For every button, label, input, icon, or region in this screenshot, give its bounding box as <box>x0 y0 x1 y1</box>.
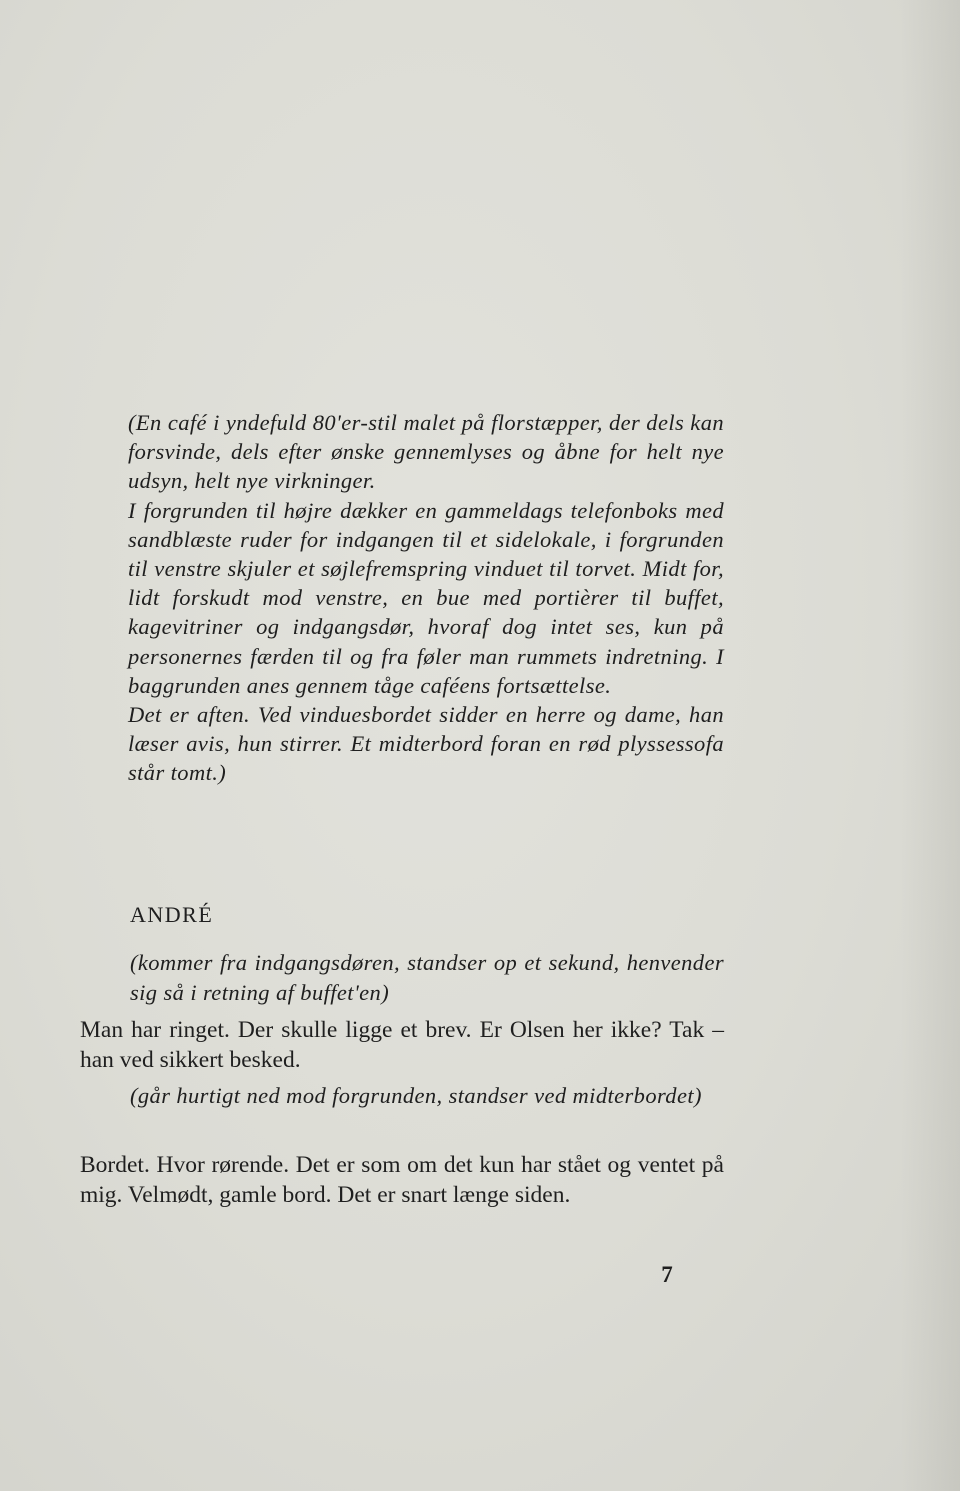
speaker-name: ANDRÉ <box>130 902 214 927</box>
dialogue-line-2: Bordet. Hvor rørende. Det er som om det kun har stået og ventet på mig. Velmødt, gamle bord. Det er snart længe siden. <box>80 1152 724 1208</box>
page-number: 7 <box>661 1262 673 1287</box>
stage-direction-2: (går hurtigt ned mod forgrunden, standser ved midterbordet) <box>130 1083 702 1108</box>
dialogue-line-1: Man har ringet. Der skulle ligge et brev. Er Olsen her ikke? Tak – han ved sikkert besked. <box>80 1017 724 1073</box>
stage-direction-1: (kommer fra indgangsdøren, standser op et sekund, henvender sig så i retning af buffet'en) <box>130 950 724 1005</box>
stage-direction <box>128 408 724 788</box>
stage-paragraph-3: Det er aften. Ved vinduesbordet sidder en herre og dame, han læser avis, hun stirrer. Et midterbord foran en rød plyssessofa står tomt.) <box>128 702 724 786</box>
page-shadow <box>900 0 960 1491</box>
stage-paragraph-1: (En café i yndefuld 80'er-stil malet på florstæpper, der dels kan forsvinde, dels efter ønske gennemlyses og åbne for helt nye udsyn, helt nye virkninger. <box>128 410 724 494</box>
stage-paragraph-2: I forgrunden til højre dækker en gammeldags telefonboks med sandblæste ruder for indgangen til et sidelokale, i forgrunden til venstre skjuler et søjlefremspring vinduet til torvet. Midt for, lidt forskudt mod venstre, en bue med portièrer til buffet, kagevitriner og indgangsdør, hvoraf dog intet ses, kun på personernes færden til og fra føler man rummets indretning. I baggrunden anes gennem tåge caféens fortsættelse. <box>128 497 724 698</box>
